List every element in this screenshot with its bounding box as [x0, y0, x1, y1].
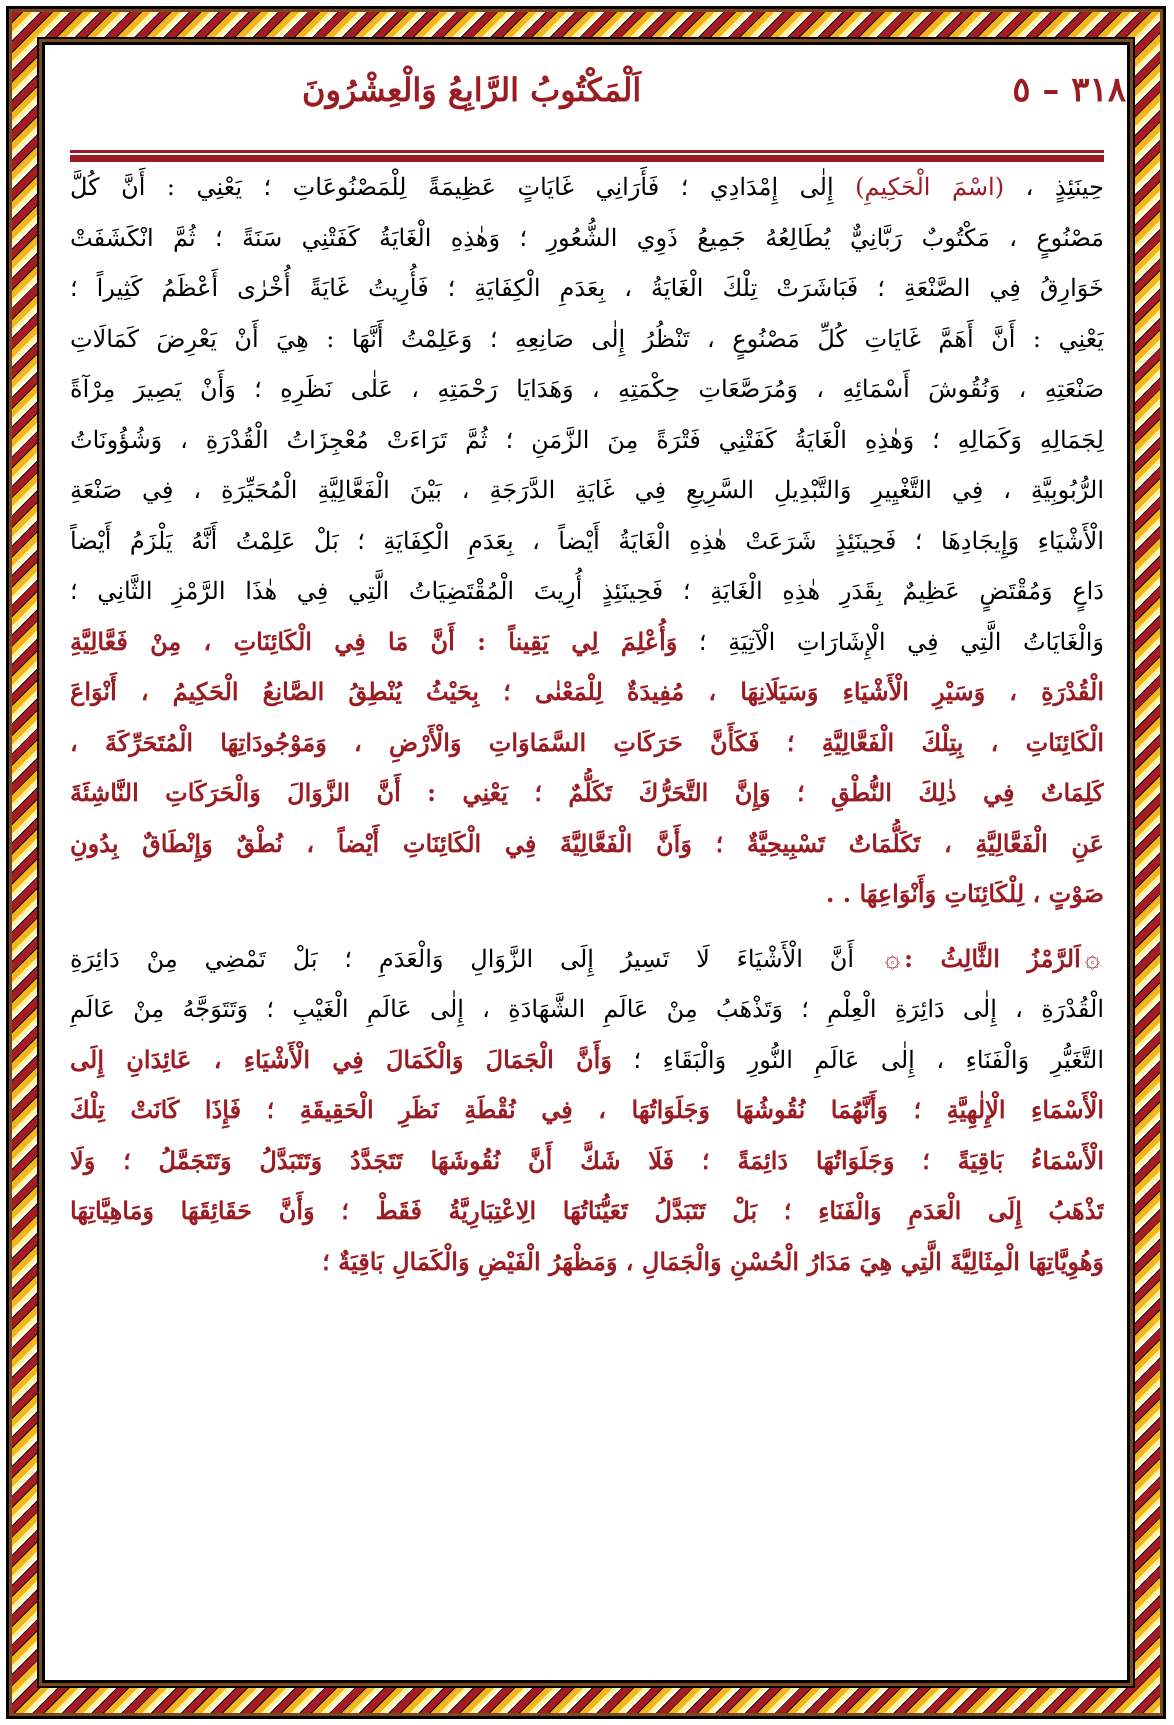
highlighted-text-segment: الْأَسْمَاءُ بَاقِيَةً ؛ وَجَلَوَاتُهَا دَائِمَةً ؛ فَلَا شَكَّ أَنَّ نُقُوشَهَا تَتَجَدَّدُ وَتَتَبَدَّلُ وَتَتَجَمَّلُ ؛ وَلَا — [70, 1145, 1104, 1175]
text-line — [70, 263, 1104, 314]
text-segment: دَاعٍ وَمُقْتَضٍ عَظِيمٌ بِقَدَرِ هٰذِهِ الْغَايَةِ ؛ فَحِينَئِذٍ أُرِيتَ الْمُقْتَضِيَاتُ الَّتِي فِي هٰذَا الرَّمْزِ الثَّانِي ؛ — [70, 577, 1104, 605]
text-line — [70, 1085, 1104, 1136]
header-rule-thin — [70, 150, 1104, 153]
section-heading: اَلرَّمْزُ الثَّالِثُ : — [904, 943, 1081, 973]
text-segment: خَوَارِقُ فِي الصَّنْعَةِ ؛ فَبَاشَرَتْ تِلْكَ الْغَايَةُ ، بِعَدَمِ الْكِفَايَةِ ؛ فَأُرِيتُ غَايَةً أُخْرٰى أَعْظَمُ كَثِيراً ؛ — [70, 274, 1104, 302]
text-segment: صَنْعَتِهِ ، وَنُقُوشَ أَسْمَائِهِ ، وَمُرَصَّعَاتِ حِكْمَتِهِ ، وَهَدَايَا رَحْمَتِهِ ، عَلٰى نَظَرِهِ ؛ وَأَنْ يَصِيرَ مِرْآةً — [70, 375, 1104, 403]
text-line — [70, 1035, 1104, 1086]
highlighted-text-segment: الْكَائِنَاتِ ، بِتِلْكَ الْفَعَّالِيَّةِ ؛ فَكَأَنَّ حَرَكَاتِ السَّمَاوَاتِ وَالْأَرْضِ ، وَمَوْجُودَاتِهَا الْمُتَحَرِّكَةَ ، — [70, 727, 1104, 757]
text-segment: مَصْنُوعٍ ، مَكْتُوبٌ رَبَّانِيٌّ يُطَالِعُهُ جَمِيعُ ذَوِي الشُّعُورِ ؛ وَهٰذِهِ الْغَايَةُ كَفَتْنِي سَنَةً ؛ ثُمَّ انْكَشَفَتْ — [70, 223, 1104, 252]
text-segment: يَعْنِي : أَنَّ أَهَمَّ غَايَاتِ كُلِّ مَصْنُوعٍ ، تَنْظُرُ إِلٰى صَانِعِهِ ؛ وَعَلِمْتُ أَنَّهَا : هِيَ أَنْ يَعْرِضَ كَمَالَاتِ — [70, 324, 1104, 353]
text-line — [70, 465, 1104, 516]
text-segment: الْقُدْرَةِ ، إِلٰى دَائِرَةِ الْعِلْمِ ؛ وَتَذْهَبُ مِنْ عَالَمِ الشَّهَادَةِ ، إِلٰى عَالَمِ الْغَيْبِ ؛ وَتَتَوَجَّهُ مِنْ عَالَمِ — [70, 995, 1104, 1023]
page-number: ٣١٨ – ٥ — [1012, 70, 1126, 110]
highlighted-text-segment: وَأَنَّ الْجَمَالَ وَالْكَمَالَ فِي الْأَشْيَاءِ ، عَائِدَانِ إِلَى — [70, 1044, 612, 1074]
text-segment: الْأَشْيَاءِ وَإِيجَادِهَا ؛ فَحِينَئِذٍ شَرَعَتْ هٰذِهِ الْغَايَةُ أَيْضاً ، بِعَدَمِ الْكِفَايَةِ ؛ بَلْ عَلِمْتُ أَنَّهُ يَلْزَمُ أَيْضاً — [70, 526, 1104, 555]
text-segment: التَّغَيُّرِ وَالْفَنَاءِ ، إِلٰى عَالَمِ النُّورِ وَالْبَقَاءِ ؛ — [611, 1045, 1104, 1074]
header-rule-thick — [70, 155, 1104, 162]
paragraph-1 — [70, 162, 1104, 920]
ornament-bracket-open-icon: ۞ — [1084, 943, 1100, 974]
highlighted-text-segment: تَذْهَبُ إِلَى الْعَدَمِ وَالْفَنَاءِ ؛ بَلْ تَتَبَدَّلُ تَعَيُّنَاتُهَا الِاعْتِبَارِيَّةُ فَقَطْ ؛ وَأَنَّ حَقَائِقَهَا وَمَاهِيَّاتِهَا — [70, 1196, 1104, 1225]
ornament-bracket-close-icon: ۞ — [884, 943, 901, 974]
highlighted-text-segment: وَأُعْلِمَ لِي يَقِيناً : أَنَّ مَا فِي الْكَائِنَاتِ ، مِنْ فَعَّالِيَّةِ — [70, 626, 678, 656]
text-line — [70, 1237, 1104, 1288]
text-segment: وَالْغَايَاتُ الَّتِي فِي الْإِشَارَاتِ الْآتِيَةِ ؛ — [677, 627, 1104, 656]
body-text — [70, 162, 1104, 1287]
text-line — [70, 162, 1104, 213]
text-line — [70, 819, 1104, 870]
text-line — [70, 364, 1104, 415]
text-line — [70, 869, 1104, 920]
text-line — [70, 667, 1104, 718]
highlighted-text-segment: وَهُوِيَّاتِهَا الْمِثَالِيَّةَ الَّتِي هِيَ مَدَارُ الْحُسْنِ وَالْجَمَالِ ، وَمَظْهَرُ الْفَيْضِ وَالْكَمَالِ بَاقِيَةٌ ؛ — [322, 1246, 1104, 1276]
text-line — [70, 617, 1104, 668]
text-line — [70, 1136, 1104, 1187]
highlighted-text-segment: صَوْتٍ ، لِلْكَائِنَاتِ وَأَنْوَاعِهَا . . — [826, 879, 1104, 908]
highlighted-text-segment: (اسْمَ الْحَكِيمِ) — [855, 173, 1005, 201]
text-line — [70, 984, 1104, 1035]
highlighted-text-segment: الْقُدْرَةِ ، وَسَيْرِ الْأَشْيَاءِ وَسَيَلَانِهَا ، مُفِيدَةٌ لِلْمَعْنٰى ؛ بِحَيْثُ يُنْطِقُ الصَّانِعُ الْحَكِيمُ ، أَنْوَاعَ — [70, 677, 1104, 706]
text-line — [70, 768, 1104, 819]
text-segment: أَنَّ الْأَشْيَاءَ لَا تَسِيرُ إِلَى الزَّوَالِ وَالْعَدَمِ ؛ بَلْ تَمْضِي مِنْ دَائِرَةِ — [70, 944, 855, 973]
chapter-title: اَلْمَكْتُوبُ الرَّابِعُ وَالْعِشْرُونَ — [302, 71, 642, 109]
text-line — [70, 1186, 1104, 1237]
text-segment: إِلٰى إِمْدَادِي ؛ فَأَرَانِي غَايَاتٍ عَظِيمَةً لِلْمَصْنُوعَاتِ ؛ يَعْنِي : أَنَّ كُلَّ — [70, 173, 856, 201]
highlighted-text-segment: الْأَسْمَاءِ الْإِلٰهِيَّةِ ؛ وَأَنَّهُمَا نُقُوشُهَا وَجَلَوَاتُهَا ، فِي نُقْطَةِ نَظَرِ الْحَقِيقَةِ ؛ فَإِذَا كَانَتْ تِلْكَ — [70, 1095, 1104, 1124]
text-segment: الرُّبُوبِيَّةِ ، فِي التَّغْيِيرِ وَالتَّبْدِيلِ السَّرِيعِ فِي غَايَةِ الدَّرَجَةِ ، بَيْنَ الْفَعَّالِيَّةِ الْمُحَيِّرَةِ ، فِي صَنْعَةِ — [70, 476, 1104, 504]
paragraph-2 — [70, 934, 1104, 1288]
text-line — [70, 934, 1104, 985]
text-line — [70, 213, 1104, 264]
page-header — [42, 50, 1132, 130]
text-segment: حِينَئِذٍ ، — [1004, 173, 1104, 201]
text-line — [70, 516, 1104, 567]
highlighted-text-segment: عَنِ الْفَعَّالِيَّةِ ، تَكَلُّمَاتٌ تَسْبِيحِيَّةٌ ؛ وَأَنَّ الْفَعَّالِيَّةَ فِي الْكَائِنَاتِ أَيْضاً ، نُطْقٌ وَإِنْطَاقٌ بِدُونِ — [70, 828, 1104, 858]
text-line — [70, 718, 1104, 769]
text-line — [70, 314, 1104, 365]
text-line — [70, 566, 1104, 617]
text-segment: لِجَمَالِهِ وَكَمَالِهِ ؛ وَهٰذِهِ الْغَايَةُ كَفَتْنِي فَتْرَةً مِنَ الزَّمَنِ ؛ ثُمَّ تَرَاءَتْ مُعْجِزَاتُ الْقُدْرَةِ ، وَشُؤُونَاتُ — [70, 425, 1104, 454]
highlighted-text-segment: كَلِمَاتٌ فِي ذٰلِكَ النُّطْقِ ؛ وَإِنَّ التَّحَرُّكَ تَكَلُّمٌ ؛ يَعْنِي : أَنَّ الزَّوَالَ وَالْحَرَكَاتِ النَّاشِئَةَ — [70, 778, 1104, 807]
text-line — [70, 415, 1104, 466]
